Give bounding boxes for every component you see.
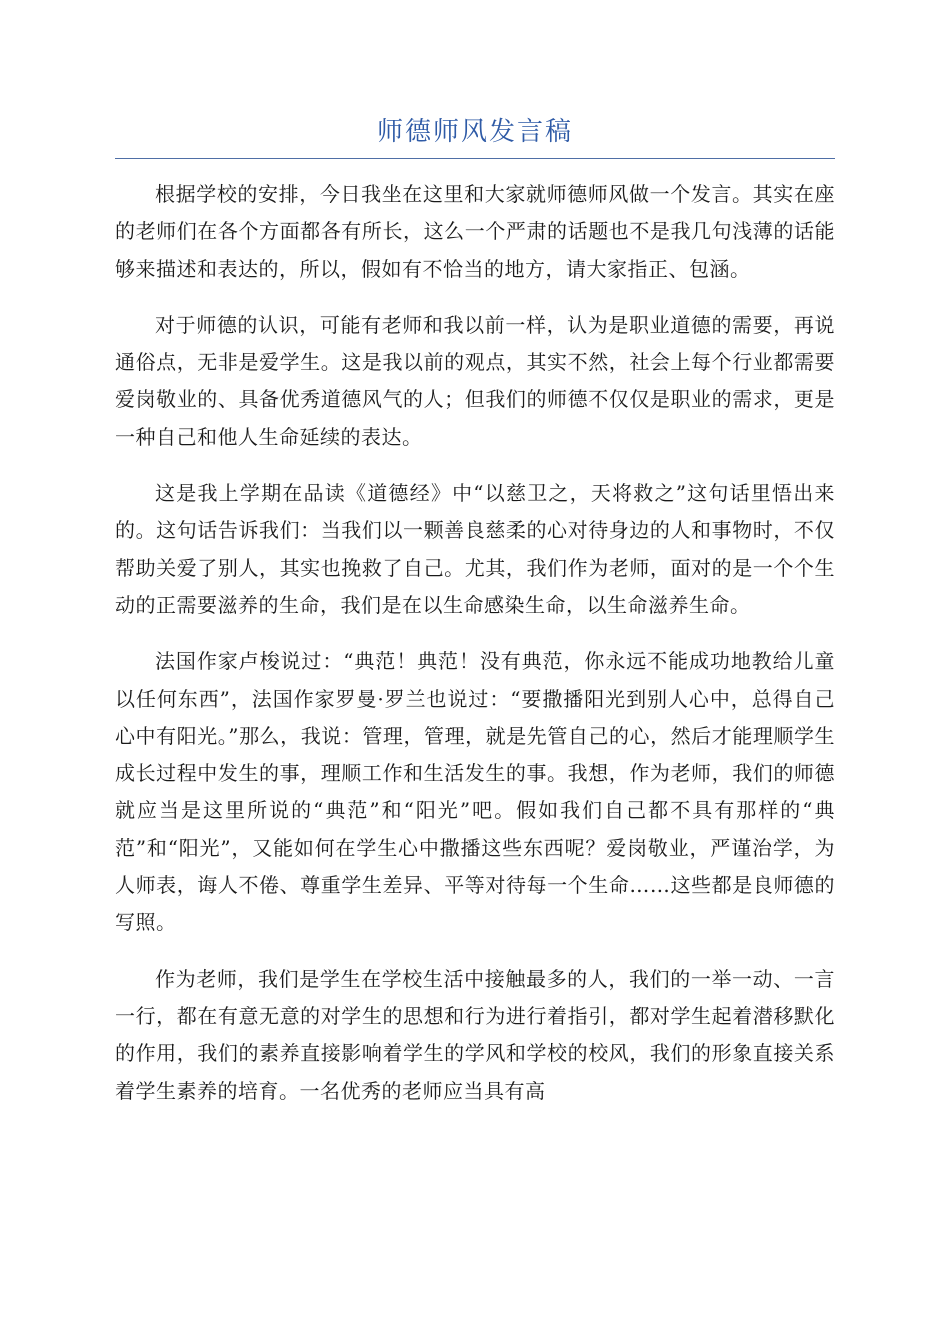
paragraph-5: 作为老师，我们是学生在学校生活中接触最多的人，我们的一举一动、一言一行，都在有意无意的对学生的思想和行为进行着指引，都对学生起着潜移默化的作用，我们的素养直接影响着学生的学风和学校的校风，我们的形象直接关系着学生素养的培育。一名优秀的老师应当具有高 — [115, 966, 835, 1103]
paragraph-1: 根据学校的安排，今日我坐在这里和大家就师德师风做一个发言。其实在座的老师们在各个方面都各有所长，这么一个严肃的话题也不是我几句浅薄的话能够来描述和表达的，所以，假如有不恰当的地方，请大家指正、包涵。 — [115, 182, 835, 281]
paragraph-3: 这是我上学期在品读《道德经》中“以慈卫之，天将救之”这句话里悟出来的。这句话告诉我们：当我们以一颗善良慈柔的心对待身边的人和事物时，不仅帮助关爱了别人，其实也挽救了自己。尤其，我们作为老师，面对的是一个个生动的正需要滋养的生命，我们是在以生命感染生命，以生命滋养生命。 — [115, 481, 835, 617]
document-title: 师德师风发言稿 — [376, 117, 573, 147]
document-body — [115, 176, 835, 1129]
paragraph-4: 法国作家卢梭说过：“典范！典范！没有典范，你永远不能成功地教给儿童以任何东西”，法国作家罗曼·罗兰也说过：“要撒播阳光到别人心中，总得自己心中有阳光。”那么，我说：管理，管理，就是先管自己的心，然后才能理顺学生成长过程中发生的事，理顺工作和生活发生的事。我想，作为老师，我们的师德就应当是这里所说的“典范”和“阳光”吧。假如我们自己都不具有那样的“典范”和“阳光”，又能如何在学生心中撒播这些东西呢？爱岗敬业，严谨治学，为人师表，诲人不倦、尊重学生差异、平等对待每一个生命……这些都是良师德的写照。 — [115, 649, 835, 935]
title-block — [115, 112, 835, 159]
paragraph-2: 对于师德的认识，可能有老师和我以前一样，认为是职业道德的需要，再说通俗点，无非是爱学生。这是我以前的观点，其实不然，社会上每个行业都需要爱岗敬业的、具备优秀道德风气的人；但我们的师德不仅仅是职业的需求，更是一种自己和他人生命延续的表达。 — [115, 312, 835, 449]
